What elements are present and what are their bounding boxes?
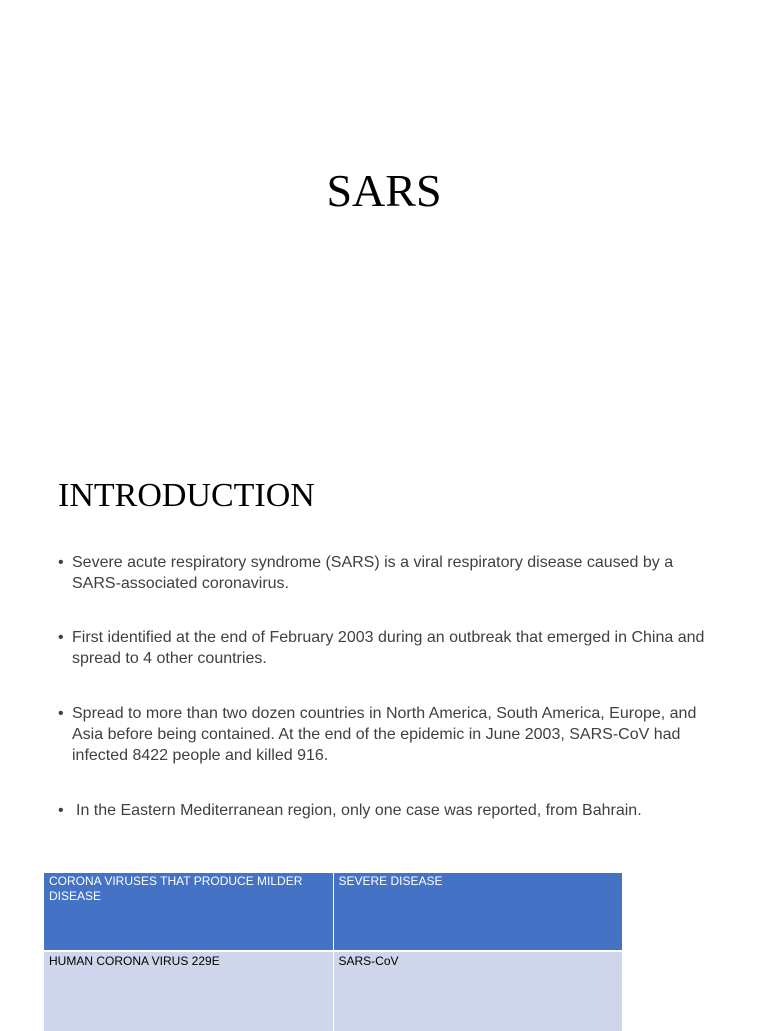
- introduction-heading: INTRODUCTION: [58, 477, 315, 514]
- bullet-item: [58, 627, 718, 669]
- header-milder-disease: CORONA VIRUSES THAT PRODUCE MILDER DISEASE: [44, 873, 333, 951]
- bullet-text: Spread to more than two dozen countries in North America, South America, Europe, and Asia before being contained. At the end of the epidemic in June 2003, SARS-CoV had infected 8422 people and killed 916.: [72, 705, 697, 764]
- table-row: [44, 951, 622, 1031]
- bullet-item: [58, 800, 718, 821]
- bullet-text: In the Eastern Mediterranean region, only one case was reported, from Bahrain.: [76, 802, 642, 819]
- slide-title: SARS: [326, 165, 442, 216]
- bullet-icon: •: [58, 629, 64, 646]
- bullet-item: [58, 552, 718, 594]
- table-cell: SARS-CoV: [333, 951, 622, 1031]
- header-severe-disease: SEVERE DISEASE: [333, 873, 622, 951]
- bullet-icon: •: [58, 705, 64, 722]
- bullet-icon: •: [58, 802, 64, 819]
- table-cell: HUMAN CORONA VIRUS 229E: [44, 951, 333, 1031]
- bullet-item: [58, 703, 718, 766]
- table-header-row: [44, 873, 622, 951]
- bullet-text: Severe acute respiratory syndrome (SARS) is a viral respiratory disease caused by a SARS-associated coronavirus.: [72, 554, 674, 592]
- bullet-text: First identified at the end of February 2003 during an outbreak that emerged in China and spread to 4 other countries.: [72, 629, 705, 667]
- coronavirus-table: [44, 873, 622, 1031]
- bullet-icon: •: [58, 554, 64, 571]
